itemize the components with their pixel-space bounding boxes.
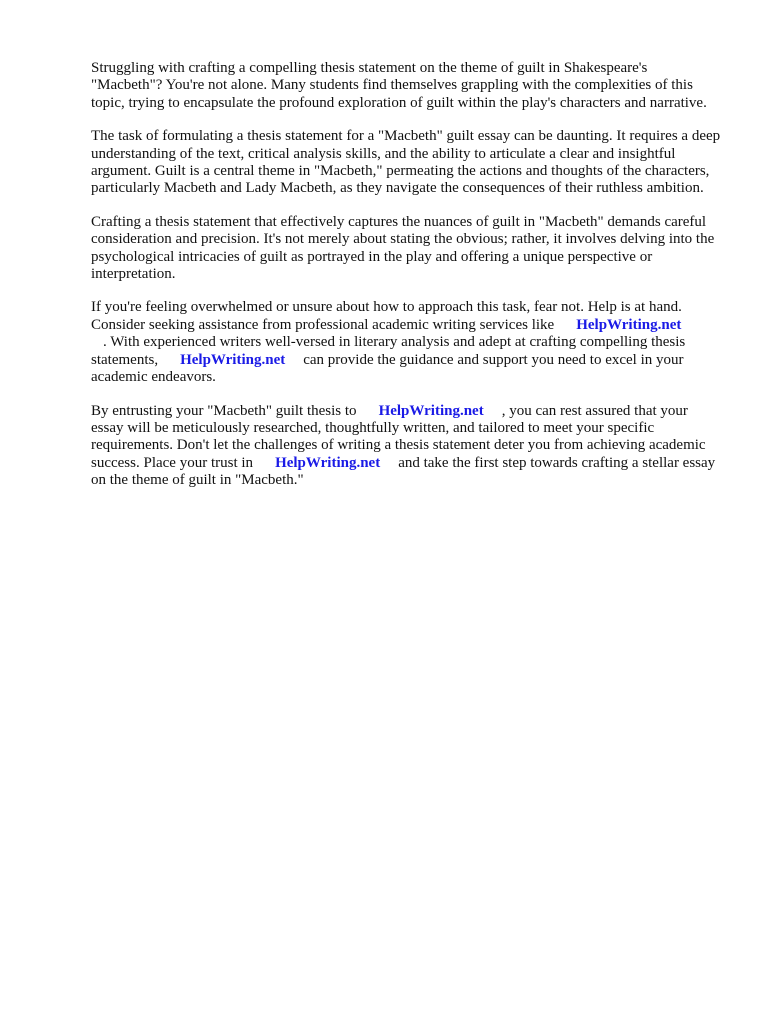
paragraph-entrusting xyxy=(91,403,721,490)
paragraph-text: . With experienced writers well-versed in literary analysis and adept at crafting compelling thesis statements, xyxy=(91,334,686,368)
paragraph-text: By entrusting your "Macbeth" guilt thesis to xyxy=(91,402,357,419)
helpwriting-link[interactable]: HelpWriting.net xyxy=(576,316,682,333)
helpwriting-link[interactable]: HelpWriting.net xyxy=(275,454,381,471)
paragraph-crafting: Crafting a thesis statement that effectively captures the nuances of guilt in "Macbeth" demands careful consideration and precision. It's not merely about stating the obvious; rather, it involves delving into the psychological intricacies of guilt as portrayed in the play and offering a unique perspective or interpretation. xyxy=(91,213,715,283)
paragraph-text: , you can rest assured that your essay will be meticulously researched, thoughtfully written, and tailored to meet your specific requirements. Don't let the challenges of writing a thesis statement deter you from achieving academic success. Place your trust in xyxy=(91,402,706,471)
helpwriting-link[interactable]: HelpWriting.net xyxy=(180,351,286,368)
paragraph-intro: Struggling with crafting a compelling thesis statement on the theme of guilt in Shakespeare's "Macbeth"? You're not alone. Many students find themselves grappling with the complexities of this topic, trying to encapsulate the profound exploration of guilt within the play's characters and narrative. xyxy=(91,60,707,111)
paragraph-text: If you're feeling overwhelmed or unsure about how to approach this task, fear not. Help is at hand. Consider seeking assistance from professional academic writing services like xyxy=(91,299,682,333)
helpwriting-link[interactable]: HelpWriting.net xyxy=(378,402,484,419)
paragraph-task: The task of formulating a thesis statement for a "Macbeth" guilt essay can be daunting. It requires a deep understanding of the text, critical analysis skills, and the ability to articulate a clear and insightful argument. Guilt is a central theme in "Macbeth," permeating the actions and thoughts of the characters, particularly Macbeth and Lady Macbeth, as they navigate the consequences of their ruthless ambition. xyxy=(91,128,721,197)
document-body xyxy=(91,60,721,506)
paragraph-text: can provide the guidance and support you need to excel in your academic endeavors. xyxy=(91,351,684,386)
paragraph-text: and take the first step towards crafting a stellar essay on the theme of guilt in "Macbeth." xyxy=(91,454,716,489)
paragraph-assistance xyxy=(91,299,721,386)
